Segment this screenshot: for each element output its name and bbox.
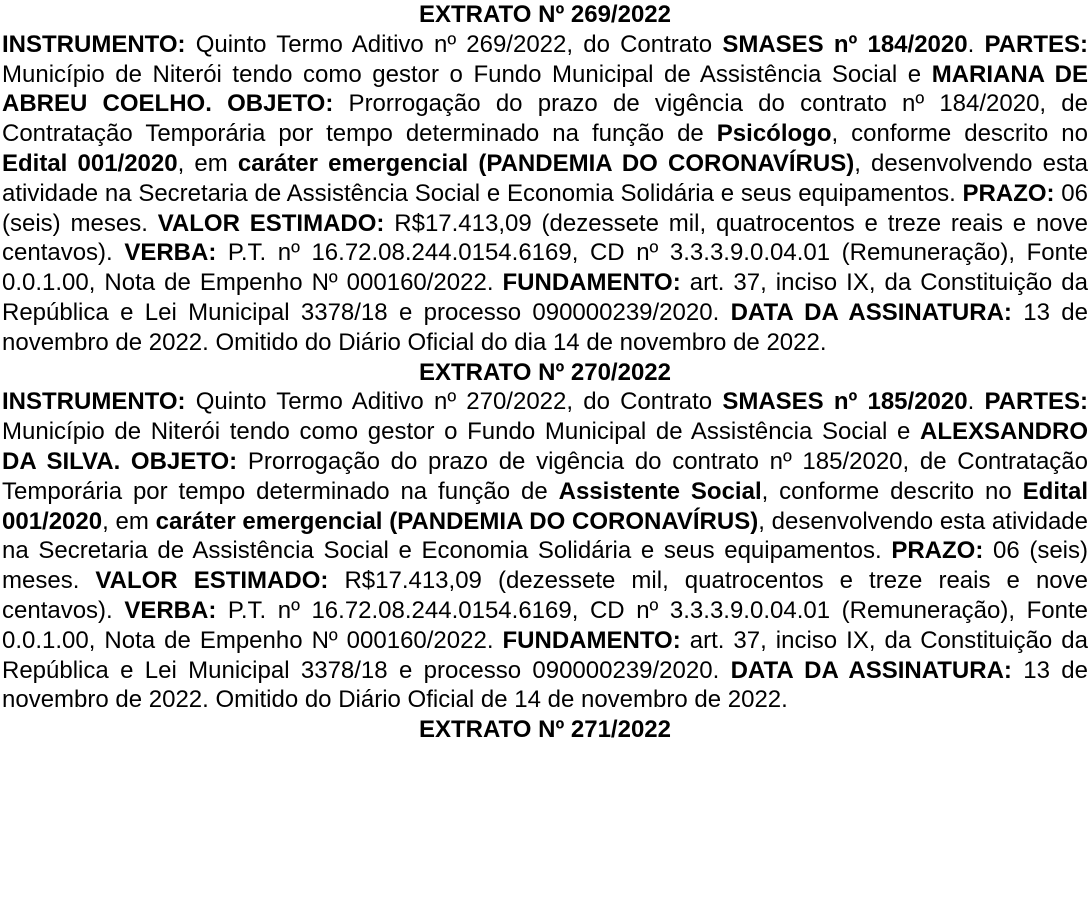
text-run: , em — [102, 507, 156, 535]
bold-text-run: SMASES nº 184/2020 — [722, 30, 968, 58]
text-run: P.T. nº 16.72.08.244.0154.6169, CD nº 3.3.3.9.0.04.01 (Remuneração), Fonte 0.0.1.00, Nota de Empenho Nº 000160/2022. — [2, 596, 1089, 654]
extrato-269 — [2, 0, 1088, 358]
bold-text-run: DATA DA ASSINATURA: — [730, 656, 1012, 684]
extrato-body — [2, 30, 1088, 358]
bold-text-run: PARTES: — [984, 388, 1088, 416]
text-run: 06 (seis) meses. — [2, 537, 1088, 595]
text-run: Prorrogação do prazo de vigência do contrato nº 184/2020, de Contratação Temporária por tempo determinado na função de — [2, 90, 1088, 148]
bold-text-run: PRAZO: — [962, 179, 1055, 207]
bold-text-run: PRAZO: — [891, 537, 984, 565]
text-run: Município de Niterói tendo como gestor o Fundo Municipal de Assistência Social e — [2, 60, 932, 88]
text-run: R$17.413,09 (dezessete mil, quatrocentos e treze reais e nove centavos). — [2, 209, 1089, 267]
text-run: Quinto Termo Aditivo nº 270/2022, do Contrato — [185, 388, 723, 416]
bold-text-run: VERBA: — [124, 596, 217, 624]
text-run: . — [967, 388, 985, 416]
extrato-271 — [2, 715, 1088, 745]
text-run: R$17.413,09 (dezessete mil, quatrocentos e treze reais e nove centavos). — [2, 567, 1089, 624]
text-run: , em — [177, 149, 238, 177]
text-run: art. 37, inciso IX, da Constituição da República e Lei Municipal 3378/18 e processo 090000239/2020. — [2, 269, 1088, 326]
bold-text-run: Edital 001/2020 — [2, 149, 178, 177]
bold-text-run: Edital 001/2020 — [2, 477, 1088, 535]
bold-text-run: VERBA: — [124, 239, 217, 267]
bold-text-run: MARIANA DE ABREU COELHO. OBJETO: — [2, 60, 1089, 118]
text-run: , desenvolvendo esta atividade na Secretaria de Assistência Social e Economia Solidária e seus equipamentos. — [2, 149, 1089, 207]
text-run: . — [967, 30, 985, 58]
bold-text-run: ALEXSANDRO DA SILVA. OBJETO: — [2, 418, 1088, 475]
bold-text-run: VALOR ESTIMADO: — [95, 567, 329, 595]
bold-text-run: DATA DA ASSINATURA: — [730, 298, 1012, 326]
text-run: 13 de novembro de 2022. Omitido do Diário Oficial do dia 14 de novembro de 2022. — [2, 298, 1089, 356]
bold-text-run: SMASES nº 185/2020 — [722, 388, 968, 416]
bold-text-run: VALOR ESTIMADO: — [157, 209, 385, 237]
extrato-title: EXTRATO Nº 270/2022 — [419, 358, 671, 386]
text-run: P.T. nº 16.72.08.244.0154.6169, CD nº 3.3.3.9.0.04.01 (Remuneração), Fonte 0.0.1.00, Nota de Empenho Nº 000160/2022. — [2, 239, 1089, 297]
bold-text-run: FUNDAMENTO: — [502, 269, 681, 297]
bold-text-run: Psicólogo — [716, 120, 832, 148]
text-run: , conforme descrito no — [831, 120, 1088, 148]
text-run: , conforme descrito no — [761, 477, 1023, 505]
text-run: Prorrogação do prazo de vigência do contrato nº 185/2020, de Contratação Temporária por tempo determinado na função de — [2, 447, 1088, 505]
bold-text-run: INSTRUMENTO: — [2, 388, 186, 416]
text-run: , desenvolvendo esta atividade na Secretaria de Assistência Social e Economia Solidária e seus equipamentos. — [2, 507, 1089, 565]
bold-text-run: caráter emergencial (PANDEMIA DO CORONAVÍRUS) — [155, 507, 759, 535]
extrato-270 — [2, 358, 1088, 716]
bold-text-run: Assistente Social — [558, 477, 762, 505]
extrato-body — [2, 387, 1088, 715]
text-run: Quinto Termo Aditivo nº 269/2022, do Contrato — [185, 30, 723, 58]
bold-text-run: caráter emergencial (PANDEMIA DO CORONAVÍRUS) — [237, 149, 855, 177]
bold-text-run: INSTRUMENTO: — [2, 30, 186, 58]
extrato-title: EXTRATO Nº 271/2022 — [419, 716, 671, 744]
text-run: art. 37, inciso IX, da Constituição da República e Lei Municipal 3378/18 e processo 090000239/2020. — [2, 626, 1088, 684]
bold-text-run: FUNDAMENTO: — [502, 626, 681, 654]
text-run: 06 (seis) meses. — [2, 179, 1088, 237]
text-run: 13 de novembro de 2022. Omitido do Diário Oficial de 14 de novembro de 2022. — [2, 656, 1089, 714]
text-run: Município de Niterói tendo como gestor o Fundo Municipal de Assistência Social e — [2, 418, 920, 446]
extrato-title: EXTRATO Nº 269/2022 — [419, 1, 671, 28]
bold-text-run: PARTES: — [984, 30, 1088, 58]
